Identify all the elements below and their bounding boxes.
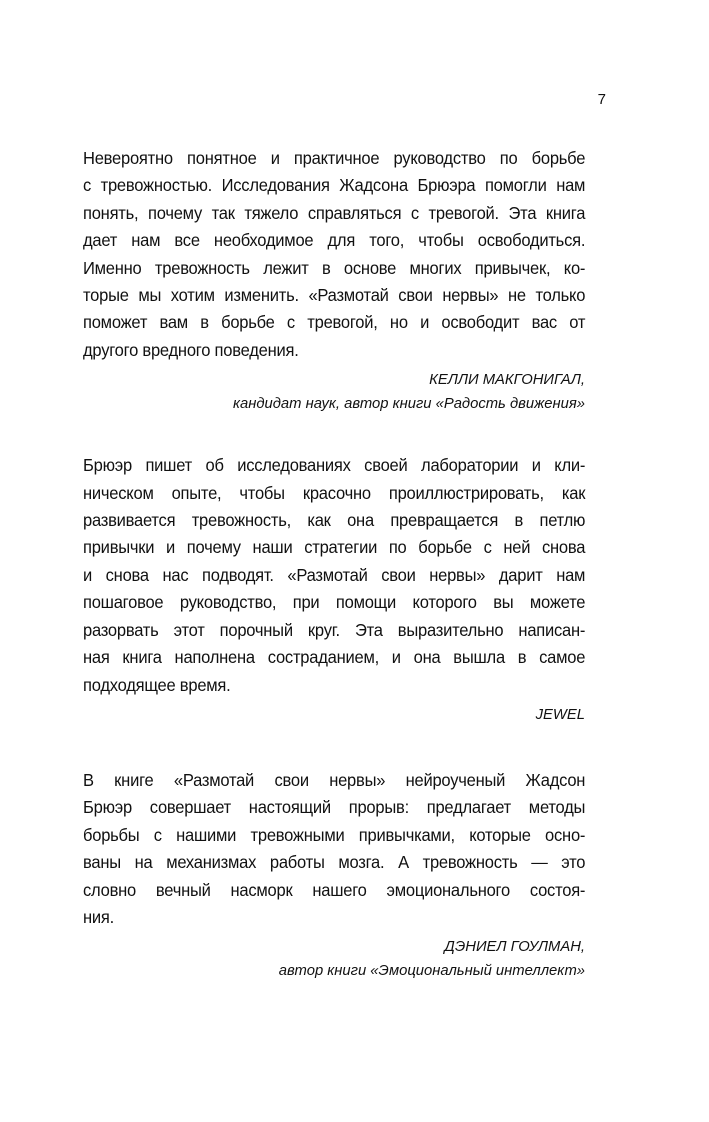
quote-line: ная книга наполнена состраданием, и она вышла в самое — [83, 647, 586, 668]
attribution — [83, 935, 585, 983]
endorsements — [83, 145, 585, 983]
author-credential: кандидат наук, автор книги «Радость движения» — [232, 396, 585, 413]
quote-line: подходящее время. — [83, 674, 231, 695]
quote-line: борьбы с нашими тревожными привычками, которые осно- — [83, 824, 586, 845]
quote-line: торые мы хотим изменить. «Размотай свои нервы» не только — [83, 285, 586, 306]
quote-line: Невероятно понятное и практичное руководство по борьбе — [83, 148, 586, 168]
quote-line: развивается тревожность, как она превращается в петлю — [83, 510, 586, 531]
quote-line: Брюэр пишет об исследованиях своей лаборатории и кли- — [83, 455, 586, 476]
quote-line: поможет вам в борьбе с тревогой, но и освободит вас от — [83, 312, 586, 333]
endorsement-quote — [83, 452, 585, 727]
quote-text — [83, 145, 585, 364]
quote-line: пошаговое руководство, при помощи которого вы можете — [83, 592, 586, 613]
attribution — [83, 703, 585, 727]
endorsement-quote — [83, 767, 585, 983]
quote-line: Брюэр совершает настоящий прорыв: предлагает методы — [83, 797, 586, 818]
quote-line: Именно тревожность лежит в основе многих привычек, ко- — [83, 257, 586, 278]
page-number: 7 — [597, 91, 606, 108]
quote-line: ния. — [83, 906, 114, 927]
author-name: JEWEL — [535, 706, 585, 723]
quote-line: и снова нас подводят. «Размотай свои нервы» дарит нам — [83, 564, 586, 585]
quote-line: ническом опыте, чтобы красочно проиллюстрировать, как — [83, 482, 586, 503]
quote-text — [83, 767, 585, 931]
author-credential: автор книги «Эмоциональный интеллект» — [278, 963, 585, 980]
quote-line: дает нам все необходимое для того, чтобы освободиться. — [83, 230, 586, 251]
quote-line: словно вечный насморк нашего эмоционального состоя- — [83, 879, 586, 900]
quote-line: В книге «Размотай свои нервы» нейроученый Жадсон — [83, 769, 586, 790]
endorsement-quote — [83, 145, 585, 416]
quote-line: ваны на механизмах работы мозга. А тревожность — это — [83, 852, 586, 873]
quote-line: разорвать этот порочный круг. Эта выразительно написан- — [83, 619, 586, 640]
quote-text — [83, 452, 585, 699]
quote-line: другого вредного поведения. — [83, 339, 299, 360]
quote-line: привычки и почему наши стратегии по борьбе с ней снова — [83, 537, 586, 558]
author-name: КЕЛЛИ МАКГОНИГАЛ, — [429, 372, 585, 389]
quote-line: с тревожностью. Исследования Жадсона Брюэра помогли нам — [83, 175, 586, 196]
author-name: ДЭНИЕЛ ГОУЛМАН, — [444, 939, 585, 956]
quote-line: понять, почему так тяжело справляться с тревогой. Эта книга — [83, 202, 586, 223]
attribution — [83, 368, 585, 416]
